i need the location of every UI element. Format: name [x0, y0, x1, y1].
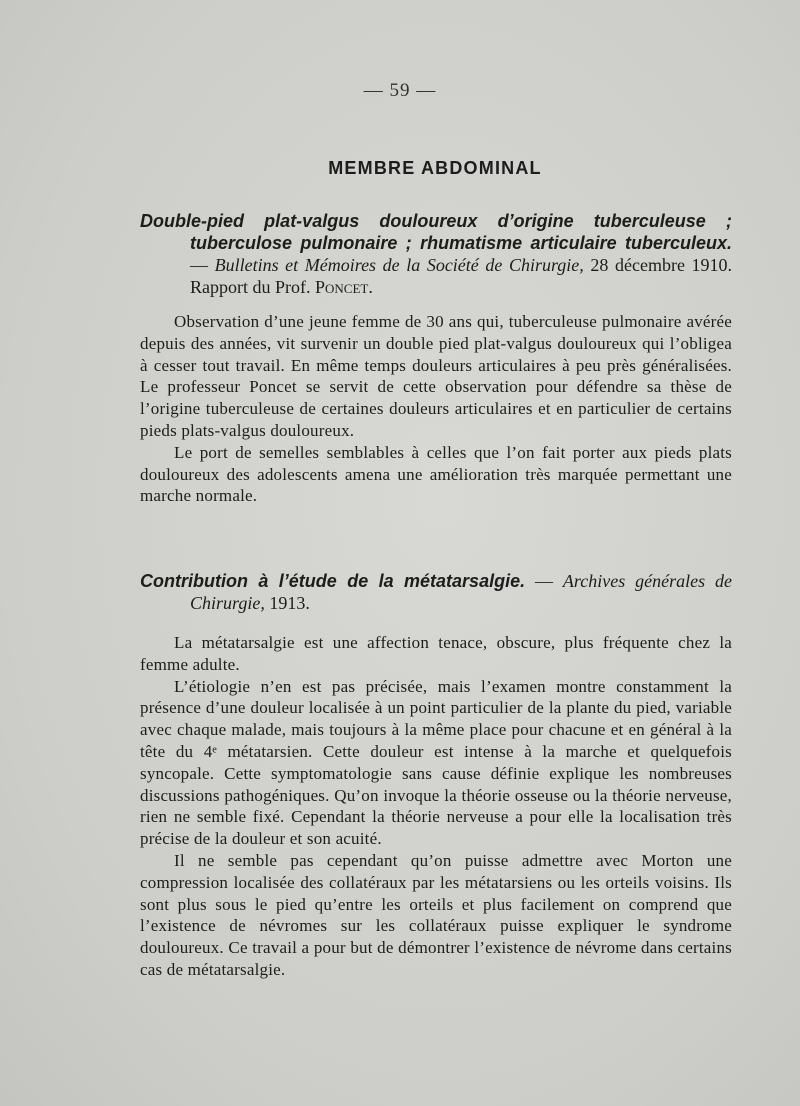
entry-heading: [140, 210, 732, 298]
paragraph: Le port de semelles semblables à celles que l’on fait porter aux pieds plats douloureux des adolescents amena une amélioration très marquée permettant une marche normale.: [140, 442, 732, 506]
entry-title: Double-pied plat-valgus douloureux d’origine tuberculeuse ; tuberculose pulmonaire ; rhumatisme articulaire tuberculeux.: [140, 211, 732, 253]
entry-body: [140, 632, 732, 981]
paragraph: Il ne semble pas cependant qu’on puisse admettre avec Morton une compression localisée des collatéraux par les métatarsiens ou les orteils voisins. Ils sont plus sous le pied qu’entre les orteils et plus facilement on comprend que l’existence de névromes sur les collatéraux puisse expliquer le syndrome douloureux. Ce travail a pour but de démontrer l’existence de névrome dans certains cas de métatarsalgie.: [140, 850, 732, 979]
paragraph: Observation d’une jeune femme de 30 ans qui, tuberculeuse pulmonaire avérée depuis des années, vit survenir un double pied plat-valgus douloureux qui l’obligea à cesser tout travail. En même temps douleurs articulaires à peu près généralisées. Le professeur Poncet se servit de cette observation pour défendre sa thèse de l’origine tuberculeuse de certaines douleurs articulaires et en particulier de certains pieds plats-valgus douloureux.: [140, 312, 732, 440]
bibliography-entry: [140, 210, 732, 507]
entry-dash: —: [535, 571, 553, 591]
paragraph: L’étiologie n’en est pas précisée, mais l’examen montre constamment la présence d’une douleur localisée à un point particulier de la plante du pied, variable avec chaque malade, mais toujours à la même place pour chacune et en général à la tête du 4ᵉ métatarsien. Cette douleur est intense à la marche et quelquefois syncopale. Cette symptomatologie sans cause définie explique les nombreuses discussions pathogéniques. Qu’on invoque la théorie osseuse ou la théorie nerveuse, rien ne semble fixé. Cependant la théorie nerveuse a pour elle la localisation très précise de la douleur et son acuité.: [140, 676, 732, 849]
entry-date: 1913.: [269, 593, 310, 613]
paragraph: La métatarsalgie est une affection tenace, obscure, plus fréquente chez la femme adulte.: [140, 633, 732, 674]
entry-report-prefix: Rapport du Prof.: [190, 277, 311, 297]
entry-title: Contribution à l’étude de la métatarsalgie.: [140, 571, 526, 591]
entry-source: Bulletins et Mémoires de la Société de Chirurgie,: [214, 255, 584, 275]
entry-heading: [140, 570, 732, 614]
entry-report-name: Poncet.: [315, 277, 373, 297]
entry-source: Archives générales de Chirurgie,: [190, 571, 732, 613]
bibliography-entry: [140, 570, 732, 981]
entry-date: 28 décembre 1910.: [590, 255, 733, 275]
page-number: — 59 —: [363, 80, 437, 101]
entry-body: [140, 311, 732, 507]
section-title: MEMBRE ABDOMINAL: [328, 158, 542, 178]
entry-dash: —: [190, 255, 208, 275]
